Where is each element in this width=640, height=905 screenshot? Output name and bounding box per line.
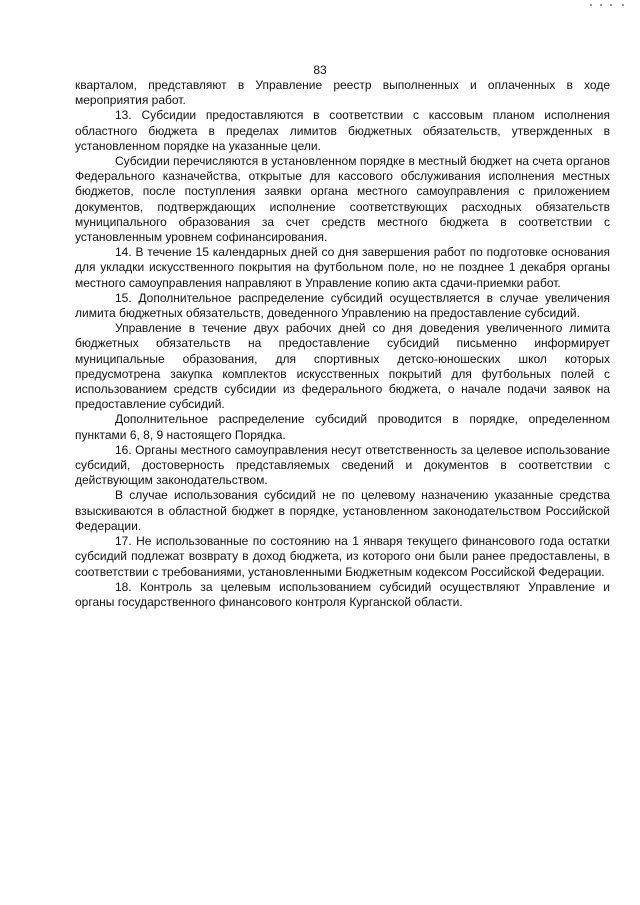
paragraph: Субсидии перечисляются в установленном порядке в местный бюджет на счета органов Федерального казначейства, открытые для кассового обслуживания исполнения местных бюджетов, после поступления заявки органа местного самоуправления с приложением документов, подтверждающих исполнение соответствующих расходных обязательств муниципального образования за счет средств местного бюджета в соответствии с установленным уровнем софинансирования. xyxy=(75,154,610,245)
paragraph: 14. В течение 15 календарных дней со дня завершения работ по подготовке основания для укладки искусственного покрытия на футбольном поле, но не позднее 1 декабря органы местного самоуправления направляют в Управление копию акта сдачи-приемки работ. xyxy=(75,245,610,290)
paragraph: 17. Не использованные по состоянию на 1 января текущего финансового года остатки субсидий подлежат возврату в доход бюджета, из которого они были ранее предоставлены, в соответствии с требованиями, установленными Бюджетным кодексом Российской Федерации. xyxy=(75,534,610,579)
paragraph: Дополнительное распределение субсидий проводится в порядке, определенном пунктами 6, 8, 9 настоящего Порядка. xyxy=(75,412,610,442)
page-number: 83 xyxy=(313,63,327,77)
paragraph: 16. Органы местного самоуправления несут ответственность за целевое использование субсидий, достоверность представляемых сведений и документов в соответствии с действующим законодательством. xyxy=(75,442,610,488)
paragraph: 18. Контроль за целевым использованием субсидий осуществляют Управление и органы государственного финансового контроля Курганской области. xyxy=(75,579,610,609)
paragraph: В случае использования субсидий не по целевому назначению указанные средства взыскиваются в областной бюджет в порядке, установленном законодательством Российской Федерации. xyxy=(75,488,610,533)
paragraph: кварталом, представляют в Управление реестр выполненных и оплаченных в ходе мероприятия работ. xyxy=(75,78,610,108)
paragraph: 15. Дополнительное распределение субсидий осуществляется в случае увеличения лимита бюджетных обязательств, доведенного Управлению на предоставление субсидий. xyxy=(75,290,610,321)
scan-artifact xyxy=(588,2,632,8)
paragraph: Управление в течение двух рабочих дней со дня доведения увеличенного лимита бюджетных обязательств на предоставление субсидий письменно информирует муниципальные образования, для спортивных детско-юношеских школ которых предусмотрена закупка комплектов искусственных покрытий для футбольных полей с использованием средств субсидии из федерального бюджета, о начале подачи заявок на предоставление субсидий. xyxy=(75,321,610,412)
document-body xyxy=(75,78,610,610)
paragraph: 13. Субсидии предоставляются в соответствии с кассовым планом исполнения областного бюджета в пределах лимитов бюджетных обязательств, утвержденных в установленном порядке на указанные цели. xyxy=(75,108,610,153)
